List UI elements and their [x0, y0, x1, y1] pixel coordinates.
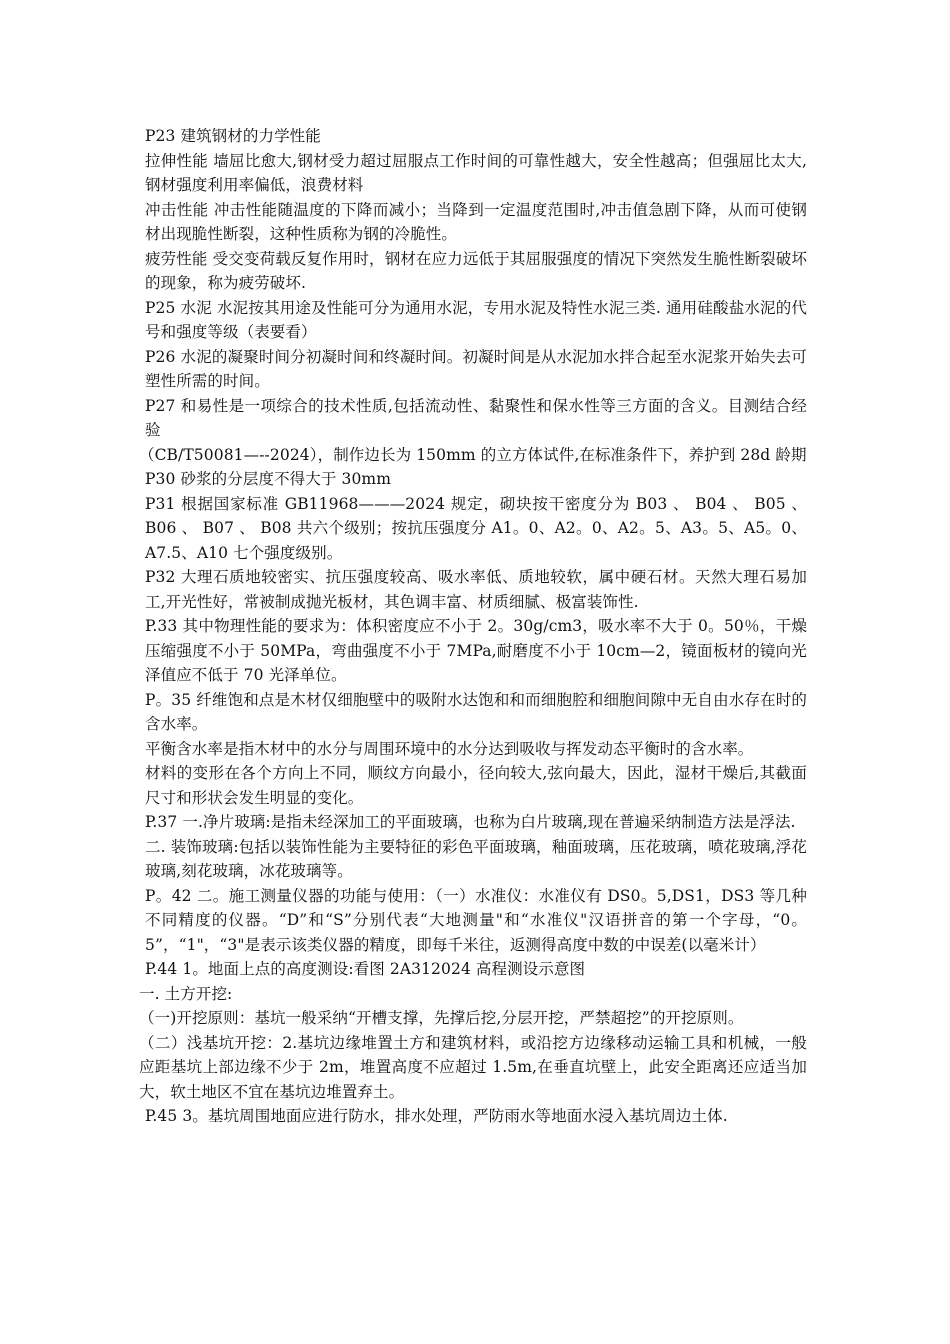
paragraph-earthwork-heading: 一. 土方开挖: [139, 984, 233, 1003]
paragraph-deformation: 材料的变形在各个方向上不同，顺纹方向最小，径向较大,弦向最大，因此，湿材干燥后,其截面尺寸和形状会发生明显的变化。 [145, 764, 807, 807]
paragraph-p25-cement: P25 水泥 水泥按其用途及性能可分为通用水泥，专用水泥及特性水泥三类. 通用硅酸盐水泥的代号和强度等级（表要看） [145, 298, 807, 341]
paragraph-shallow-pit: （二）浅基坑开挖：2.基坑边缘堆置土方和建筑材料，或沿挖方边缘移动运输工具和机械，一般应距基坑上部边缘不少于 2m，堆置高度不应超过 1.5m,在垂直坑壁上，此安全距离还应适当加大，软土地区不宜在基坑边堆置弃土。 [139, 1033, 807, 1101]
paragraph-p30-mortar: P30 砂浆的分层度不得大于 30mm [145, 470, 392, 488]
paragraph-p27-workability: P27 和易性是一项综合的技术性质,包括流动性、黏聚性和保水性等三方面的含义。目测结合经验 [145, 396, 807, 439]
paragraph-p45-drainage: P.45 3。基坑周围地面应进行防水，排水处理，严防雨水等地面水浸入基坑周边土体. [145, 1107, 728, 1125]
paragraph-p23-heading: P23 建筑钢材的力学性能 [145, 127, 321, 145]
paragraph-p44-elevation: P.44 1。地面上点的高度测设:看图 2A312024 高程测设示意图 [145, 960, 586, 978]
paragraph-impact: 冲击性能 冲击性能随温度的下降而减小；当降到一定温度范围时,冲击值急剧下降，从而可使钢材出现脆性断裂，这种性质称为钢的冷脆性。 [145, 200, 807, 243]
paragraph-equilibrium-moisture: 平衡含水率是指木材中的水分与周围环境中的水分达到吸收与挥发动态平衡时的含水率。 [145, 739, 754, 758]
paragraph-excavation-principle: （一)开挖原则：基坑一般采纳“开槽支撑，先撑后挖,分层开挖，严禁超挖”的开挖原则。 [139, 1009, 744, 1027]
paragraph-p33-properties: P.33 其中物理性能的要求为：体积密度应不小于 2。30g/cm3，吸水率不大于 0。50％，干燥压缩强度不小于 50MPa，弯曲强度不小于 7MPa,耐磨度不小于 10cm—2，镜面板材的镜向光泽值应不低于 70 光泽单位。 [145, 617, 807, 684]
paragraph-p32-marble: P32 大理石质地较密实、抗压强度较高、吸水率低、质地较软，属中硬石材。天然大理石易加工,开光性好，常被制成抛光板材，其色调丰富、材质细腻、极富装饰性. [145, 568, 807, 611]
paragraph-standard-specimen: （CB/T50081—--2024），制作边长为 150mm 的立方体试件,在标准条件下，养护到 28d 龄期 [139, 445, 807, 464]
paragraph-fatigue: 疲劳性能 受交变荷载反复作用时，钢材在应力远低于其屈服强度的情况下突然发生脆性断裂破坏的现象，称为疲劳破坏. [145, 249, 807, 292]
document-body [139, 124, 807, 1129]
paragraph-p35-fiber-saturation: P。35 纤维饱和点是木材仅细胞壁中的吸附水达饱和和而细胞腔和细胞间隙中无自由水存在时的含水率。 [145, 690, 807, 733]
paragraph-tensile: 拉伸性能 墙屈比愈大,钢材受力超过屈服点工作时间的可靠性越大，安全性越高；但强屈比太大,钢材强度利用率偏低，浪费材料 [145, 151, 807, 194]
paragraph-decorative-glass: 二. 装饰玻璃:包括以装饰性能为主要特征的彩色平面玻璃，釉面玻璃，压花玻璃，喷花玻璃,浮花玻璃,刻花玻璃，冰花玻璃等。 [145, 837, 807, 880]
paragraph-p31-blocks: P31 根据国家标准 GB11968———2024 规定，砌块按干密度分为 B03 、 B04 、 B05 、 B06 、 B07 、 B08 共六个级别；按抗压强度分 A1。0、A2。0、A2。5、A3。5、A5。0、A7.5、A10 七个强度级别。 [145, 494, 807, 562]
paragraph-p42-instruments: P。42 二。施工测量仪器的功能与使用：（一）水准仪：水准仪有 DS0。5,DS1，DS3 等几种不同精度的仪器。“D”和“S”分别代表“大地测量"和“水准仪"汉语拼音的第一个字母，“0。5”，“1"，“3"是表示该类仪器的精度，即每千米往，返测得高度中数的中误差(以毫米计） [145, 886, 807, 954]
paragraph-p37-flat-glass: P.37 一.净片玻璃:是指未经深加工的平面玻璃，也称为白片玻璃,现在普遍采纳制造方法是浮法. [145, 813, 796, 831]
paragraph-p26-setting: P26 水泥的凝聚时间分初凝时间和终凝时间。初凝时间是从水泥加水拌合起至水泥浆开始失去可塑性所需的时间。 [145, 347, 807, 390]
